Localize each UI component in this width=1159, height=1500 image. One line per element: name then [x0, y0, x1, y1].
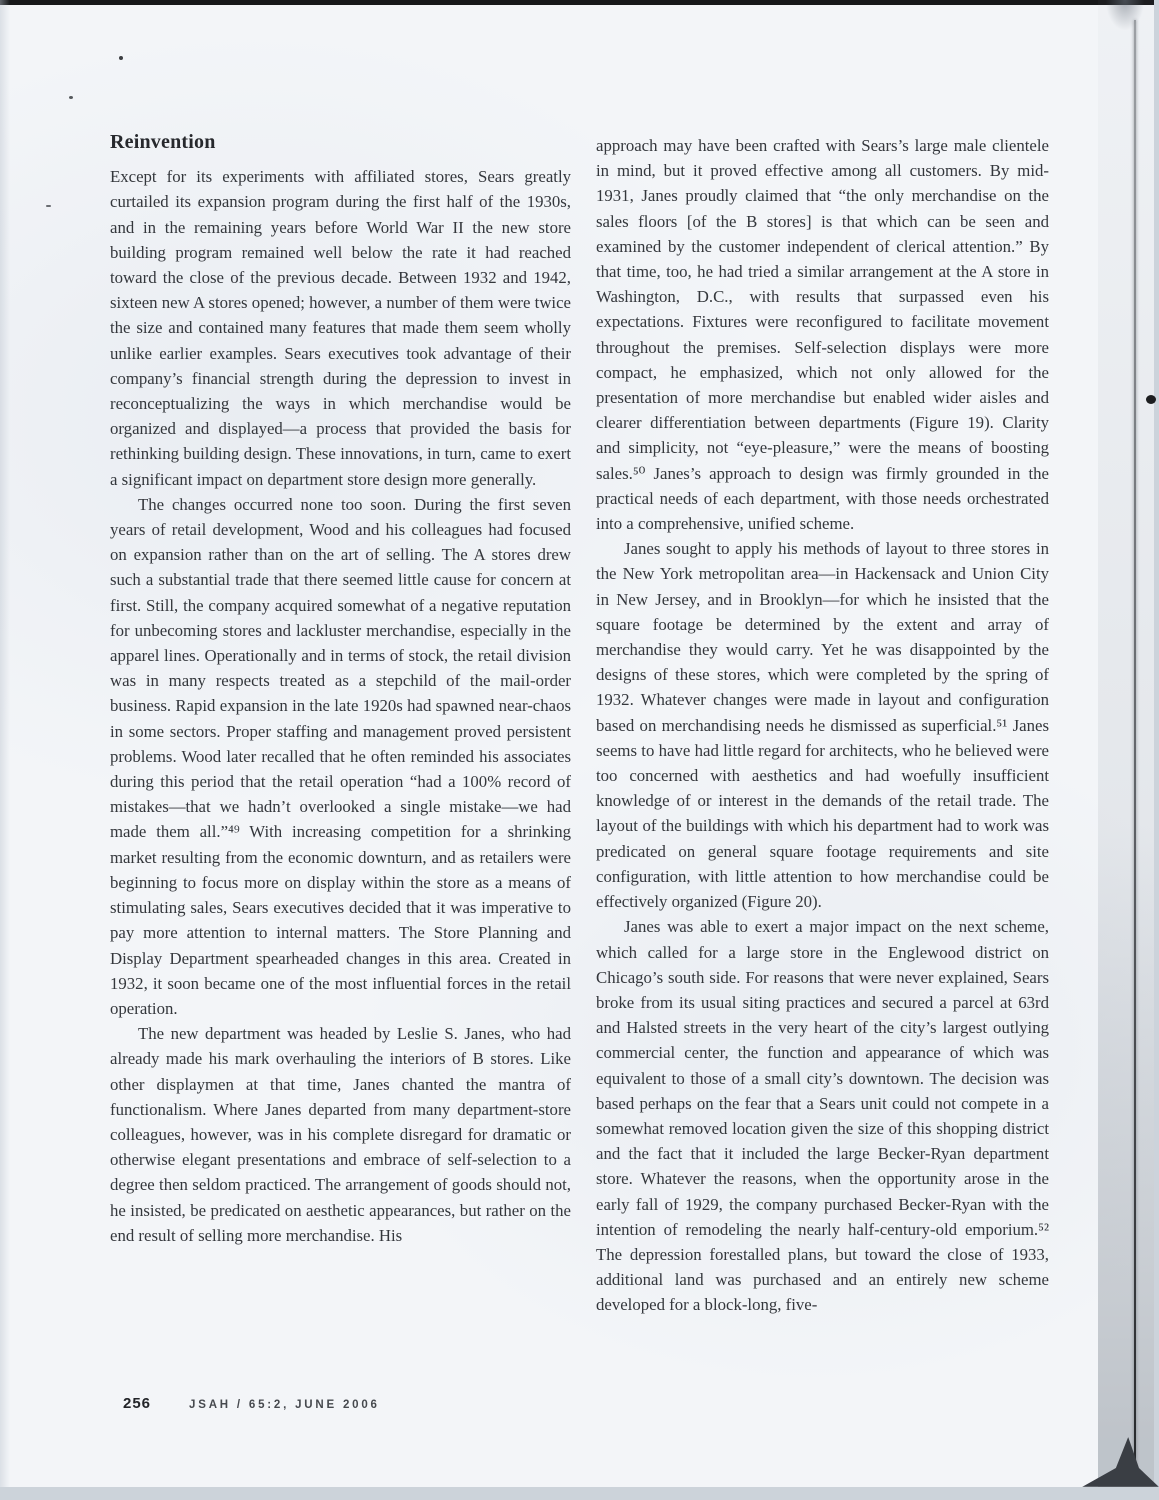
- scan-smudge-top-right: [1106, 0, 1144, 30]
- page-number: 256: [123, 1395, 152, 1412]
- body-paragraph: Janes was able to exert a major impact on the next scheme, which called for a large store in the Englewood district on Chicago’s south side. For reasons that were never explained, Sears broke from its usual siting practices and secured a parcel at 63rd and Halsted streets in the very heart of the city’s largest outlying commercial center, the function and appearance of which was equivalent to those of a small city’s downtown. The decision was based perhaps on the fear that a Sears unit could not compete in a somewhat removed location given the size of this shopping district and the fact that it included the large Becker-Ryan department store. Whatever the reasons, when the opportunity arose in the early fall of 1929, the company purchased Becker-Ryan with the intention of remodeling the nearly half-century-old emporium.⁵² The depression forestalled plans, but toward the close of 1933, additional land was purchased and an entirely new scheme developed for a block-long, five-: [596, 917, 1049, 1315]
- dust-speck: [69, 96, 73, 99]
- scan-edge-top: [0, 0, 1159, 5]
- section-heading: Reinvention: [110, 131, 216, 153]
- left-column: [110, 130, 571, 1248]
- scan-edge-left: [0, 0, 10, 1500]
- right-column: [596, 133, 1049, 1318]
- body-paragraph: The changes occurred none too soon. During the first seven years of retail development, Wood and his colleagues had focused on expansion rather than on the art of selling. The A stores drew such a substantial trade that there seemed little cause for concern at first. Still, the company acquired somewhat of a negative reputation for unbecoming stores and lackluster merchandise, especially in the apparel lines. Operationally and in terms of stock, the retail division was in many respects treated as a stepchild of the mail-order business. Rapid expansion in the late 1920s had spawned near-chaos in some sectors. Proper staffing and management proved persistent problems. Wood later recalled that he often reminded his associates during this period that the retail operation “had a 100% record of mistakes—that we hadn’t overlooked a single mistake—we had made them all.”⁴⁹ With increasing competition for a shrinking market resulting from the economic downturn, and as retailers were beginning to focus more on display within the store as a means of stimulating sales, Sears executives decided that it was imperative to pay more attention to internal matters. The Store Planning and Display Department spearheaded changes in this area. Created in 1932, it soon became one of the most influential forces in the retail operation.: [110, 494, 571, 1018]
- dust-speck: [46, 205, 51, 207]
- page-footer: [123, 1395, 380, 1412]
- scan-edge-right: [1154, 0, 1159, 1500]
- body-paragraph: The new department was headed by Leslie S. Janes, who had already made his mark overhauling the interiors of B stores. Like other displaymen at that time, Janes chanted the mantra of functionalism. Where Janes departed from many department-store colleagues, however, was in his complete disregard for dramatic or otherwise elegant presentations and embrace of self-selection to a degree then seldom practiced. The arrangement of goods should not, he insisted, be predicated on aesthetic appearances, but rather on the end result of selling more merchandise. His: [110, 1024, 571, 1245]
- journal-citation: JSAH / 65:2, JUNE 2006: [189, 1399, 380, 1411]
- binding-crease-line: [1134, 20, 1136, 1482]
- scan-edge-bottom: [0, 1487, 1159, 1500]
- binding-gutter-shadow: [1098, 0, 1154, 1500]
- dust-speck: [119, 56, 123, 60]
- margin-dot-mark: [1146, 395, 1156, 404]
- body-paragraph: approach may have been crafted with Sears’s large male clientele in mind, but it proved effective among all customers. By mid-1931, Janes proudly claimed that “the only merchandise on the sales floors [of the B stores] is that which can be seen and examined by the customer independent of clerical attention.” By that time, too, he had tried a similar arrangement at the A store in Washington, D.C., with results that surpassed even his expectations. Fixtures were reconfigured to facilitate movement throughout the premises. Self-selection displays were more compact, he emphasized, which not only allowed for the presentation of more merchandise but enabled wider aisles and clearer differentiation between departments (Figure 19). Clarity and simplicity, not “eye-pleasure,” were the means of boosting sales.⁵⁰ Janes’s approach to design was firmly grounded in the practical needs of each department, with those needs orchestrated into a comprehensive, unified scheme.: [596, 136, 1049, 534]
- body-paragraph: Except for its experiments with affiliated stores, Sears greatly curtailed its expansion program during the first half of the 1930s, and in the remaining years before World War II the new store building program remained well below the rate it had reached toward the close of the previous decade. Between 1932 and 1942, sixteen new A stores opened; however, a number of them were twice the size and contained many features that made them seem wholly unlike earlier examples. Sears executives took advantage of their company’s financial strength during the depression to invest in reconceptualizing the ways in which merchandise would be organized and displayed—a process that provided the basis for rethinking building design. These innovations, in turn, came to exert a significant impact on department store design more generally.: [110, 167, 571, 489]
- body-paragraph: Janes sought to apply his methods of layout to three stores in the New York metropolitan area—in Hackensack and Union City in New Jersey, and in Brooklyn—for which he insisted that the square footage be determined by the extent and array of merchandise they would carry. Yet he was disappointed by the designs of these stores, which were completed by the spring of 1932. Whatever changes were made in layout and configuration based on merchandising needs he dismissed as superficial.⁵¹ Janes seems to have had little regard for architects, who he believed were too concerned with aesthetics and had woefully insufficient knowledge of or interest in the demands of the retail trade. The layout of the buildings with which his department had to work was predicated on general square footage requirements and site configuration, with little attention to how merchandise could be effectively organized (Figure 20).: [596, 539, 1049, 912]
